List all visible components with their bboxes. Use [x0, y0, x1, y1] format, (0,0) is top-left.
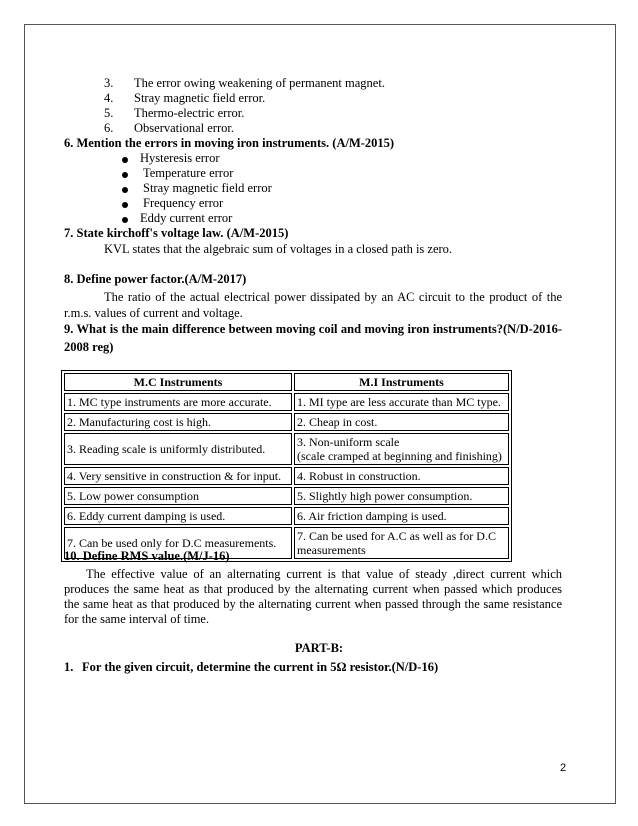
list-item — [104, 91, 265, 106]
table-cell: 6. Air friction damping is used. — [294, 507, 509, 525]
table-row — [64, 507, 509, 525]
table-cell: 1. MI type are less accurate than MC type. — [294, 393, 509, 411]
bullet-icon — [122, 157, 128, 163]
answer-8-line1: The ratio of the actual electrical power dissipated by an AC circuit to the product of the — [104, 290, 562, 304]
answer-10-line4: for the same interval of time. — [64, 612, 210, 626]
cell-line: (scale cramped at beginning and finishing) — [297, 449, 502, 463]
table-cell: 7. Can be used only for D.C measurements. — [64, 527, 292, 559]
table-header-mi: M.I Instruments — [294, 373, 509, 391]
question-9-line2: 2008 reg) — [64, 340, 114, 354]
table-row — [64, 433, 509, 465]
cell-line: measurements — [297, 543, 366, 557]
table-row — [64, 487, 509, 505]
answer-10-line1: The effective value of an alternating current is that value of steady ,direct current which — [86, 567, 562, 581]
bullet-item: Temperature error — [143, 166, 234, 180]
bullet-icon — [122, 202, 128, 208]
question-8: 8. Define power factor.(A/M-2017) — [64, 272, 247, 286]
bullet-icon — [122, 172, 128, 178]
table-row — [64, 413, 509, 431]
question-6: 6. Mention the errors in moving iron instruments. (A/M-2015) — [64, 136, 395, 150]
table-cell: 5. Low power consumption — [64, 487, 292, 505]
cell-line: 7. Can be used for A.C as well as for D.C — [297, 529, 496, 543]
bullet-item: Eddy current error — [140, 211, 233, 225]
table-cell: 6. Eddy current damping is used. — [64, 507, 292, 525]
question-7: 7. State kirchoff's voltage law. (A/M-2015) — [64, 226, 289, 240]
answer-10-line2: produces the same heat as that produced by the alternating current when passed which produces — [64, 582, 562, 596]
part-b-heading: PART-B: — [294, 641, 344, 655]
table-cell: 2. Manufacturing cost is high. — [64, 413, 292, 431]
list-item — [104, 76, 385, 91]
table-cell: 3. Reading scale is uniformly distributed. — [64, 433, 292, 465]
list-number: 5. — [104, 106, 114, 120]
list-text: Thermo-electric error. — [134, 106, 245, 120]
list-number: 4. — [104, 91, 114, 105]
page-number: 2 — [560, 762, 567, 774]
answer-10-line3: the same heat as that produced by the alternating current when passed through the same resistance — [64, 597, 562, 611]
list-item — [104, 106, 244, 121]
list-text: Stray magnetic field error. — [134, 91, 266, 105]
table-cell: 2. Cheap in cost. — [294, 413, 509, 431]
bullet-icon — [122, 217, 128, 223]
table-cell — [294, 527, 509, 559]
table-header-row — [64, 373, 509, 391]
list-text: The error owing weakening of permanent magnet. — [134, 76, 385, 90]
comparison-table — [61, 370, 512, 562]
table-row — [64, 467, 509, 485]
table-cell: 4. Robust in construction. — [294, 467, 509, 485]
bullet-item: Stray magnetic field error — [143, 181, 272, 195]
bullet-item: Frequency error — [143, 196, 224, 210]
list-number: 3. — [104, 76, 114, 90]
question-9-line1: 9. What is the main difference between moving coil and moving iron instruments?(N/D-2016- — [64, 322, 562, 336]
question-text: For the given circuit, determine the current in 5Ω resistor.(N/D-16) — [82, 660, 439, 674]
table-cell — [294, 433, 509, 465]
answer-8-line2: r.m.s. values of current and voltage. — [64, 306, 243, 320]
table-cell: 1. MC type instruments are more accurate. — [64, 393, 292, 411]
question-number: 1. — [64, 660, 74, 674]
list-text: Observational error. — [134, 121, 234, 135]
table-row — [64, 393, 509, 411]
table-cell: 5. Slightly high power consumption. — [294, 487, 509, 505]
list-item — [104, 121, 234, 136]
list-number: 6. — [104, 121, 114, 135]
bullet-item: Hysteresis error — [140, 151, 220, 165]
question-10: 10. Define RMS value.(M/J-16) — [64, 549, 230, 563]
cell-line: 3. Non-uniform scale — [297, 435, 400, 449]
answer-7: KVL states that the algebraic sum of voltages in a closed path is zero. — [104, 242, 453, 256]
table-cell: 4. Very sensitive in construction & for input. — [64, 467, 292, 485]
part-b-question-1 — [64, 660, 438, 675]
bullet-icon — [122, 187, 128, 193]
table-header-mc: M.C Instruments — [64, 373, 292, 391]
